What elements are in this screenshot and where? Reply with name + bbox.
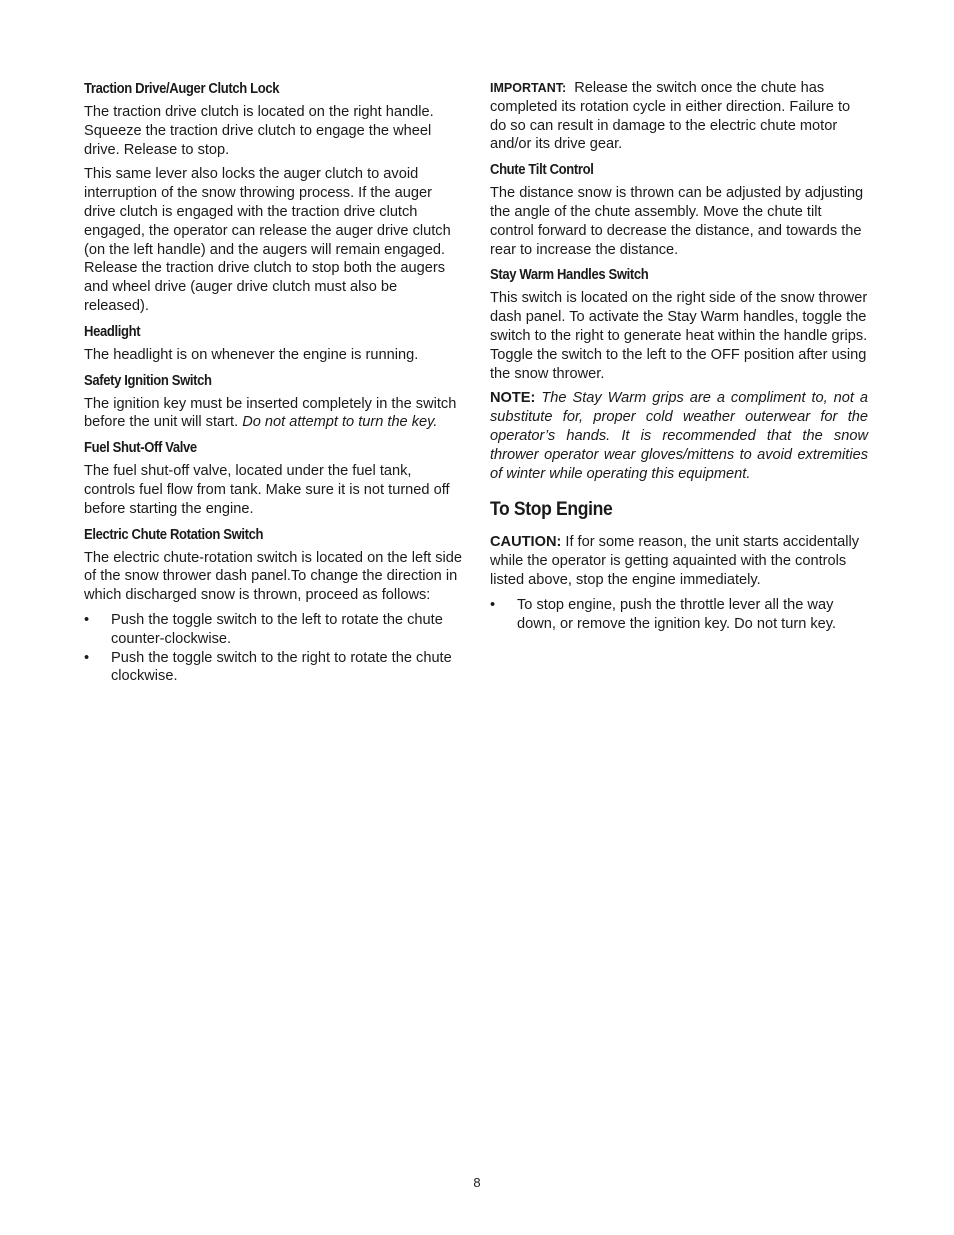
section-stay-warm bbox=[490, 265, 868, 383]
caution-paragraph bbox=[490, 533, 868, 589]
page-number: 8 bbox=[473, 1175, 481, 1190]
heading-stop-engine: To Stop Engine bbox=[490, 498, 613, 521]
fuel-paragraph: The fuel shut-off valve, located under the fuel tank, controls fuel flow from tank. Make sure it is not turned off before starting the engine. bbox=[84, 463, 450, 517]
chute-tilt-paragraph: The distance snow is thrown can be adjusted by adjusting the angle of the chute assembly. Move the chute tilt control forward to decrease the distance, and towards the rear to increase the distance. bbox=[490, 185, 864, 258]
section-fuel-valve bbox=[84, 438, 462, 518]
headlight-paragraph: The headlight is on whenever the engine is running. bbox=[84, 346, 419, 363]
ignition-text: The ignition key must be inserted completely in the switch before the unit will start. bbox=[84, 395, 457, 431]
heading-chute-rotation: Electric Chute Rotation Switch bbox=[84, 526, 264, 543]
list-item bbox=[490, 596, 868, 634]
right-column bbox=[490, 79, 868, 639]
left-column bbox=[84, 79, 462, 692]
caution-label: CAUTION: bbox=[490, 534, 562, 551]
note-text: The Stay Warm grips are a compliment to, not a substitute for, proper cold weather outerwear for the operator’s hands. It is recommended that the snow thrower operator wear gloves/mittens to avoid extremities of winter while operating this equipment. bbox=[490, 390, 868, 482]
section-traction-drive bbox=[84, 79, 462, 316]
note-paragraph bbox=[490, 389, 868, 483]
caution-text: If for some reason, the unit starts accidentally while the operator is getting aquainted with the controls listed above, stop the engine immediately. bbox=[490, 534, 860, 588]
section-stop-engine bbox=[490, 497, 868, 633]
ignition-warning-italic: Do not attempt to turn the key. bbox=[242, 414, 438, 431]
heading-chute-tilt: Chute Tilt Control bbox=[490, 162, 594, 179]
bullet-glyph: • bbox=[490, 596, 496, 613]
section-chute-tilt bbox=[490, 160, 868, 259]
important-text: Release the switch once the chute has completed its rotation cycle in either direction. Failure to do so can result in damage to the electric chute motor and/or its drive gear. bbox=[490, 80, 855, 153]
list-item bbox=[84, 649, 462, 687]
section-note bbox=[490, 389, 868, 483]
heading-safety-ignition: Safety Ignition Switch bbox=[84, 372, 212, 389]
bullet-glyph: • bbox=[84, 649, 90, 666]
note-label: NOTE: bbox=[490, 390, 536, 407]
list-item bbox=[84, 611, 462, 649]
important-paragraph bbox=[490, 79, 868, 154]
heading-headlight: Headlight bbox=[84, 323, 141, 340]
section-headlight bbox=[84, 322, 462, 365]
traction-paragraph-1: The traction drive clutch is located on the right handle. Squeeze the traction drive clutch to engage the wheel drive. Release to stop. bbox=[84, 104, 434, 158]
list-item-text: Push the toggle switch to the left to rotate the chute counter-clockwise. bbox=[111, 611, 443, 647]
heading-traction-drive: Traction Drive/Auger Clutch Lock bbox=[84, 81, 280, 97]
chute-rotation-list bbox=[84, 611, 462, 686]
stop-engine-list bbox=[490, 596, 868, 634]
heading-fuel-valve: Fuel Shut-Off Valve bbox=[84, 440, 197, 457]
list-item-text: Push the toggle switch to the right to rotate the chute clockwise. bbox=[111, 649, 452, 685]
ignition-paragraph bbox=[84, 395, 462, 433]
heading-stay-warm: Stay Warm Handles Switch bbox=[490, 267, 649, 284]
important-label: IMPORTANT: bbox=[490, 81, 567, 95]
bullet-glyph: • bbox=[84, 611, 90, 628]
section-important bbox=[490, 79, 868, 154]
chute-rotation-paragraph: The electric chute-rotation switch is located on the left side of the snow thrower dash panel.To change the direction in which discharged snow is thrown, proceed as follows: bbox=[84, 549, 463, 604]
traction-paragraph-2: This same lever also locks the auger clutch to avoid interruption of the snow throwing process. If the auger drive clutch is engaged with the traction drive clutch engaged, the operator can release the auger drive clutch (on the left handle) and the augers will remain engaged. Release the traction drive clutch to stop both the augers and wheel drive (auger drive clutch must also be released). bbox=[84, 166, 451, 314]
section-safety-ignition bbox=[84, 371, 462, 433]
section-chute-rotation bbox=[84, 525, 462, 687]
list-item-text: To stop engine, push the throttle lever all the way down, or remove the ignition key. Do not turn key. bbox=[517, 596, 837, 632]
stay-warm-paragraph: This switch is located on the right side of the snow thrower dash panel. To activate the Stay Warm handles, toggle the switch to the right to generate heat within the handle grips. Toggle the switch to the left to the OFF position after using the snow thrower. bbox=[490, 290, 868, 382]
